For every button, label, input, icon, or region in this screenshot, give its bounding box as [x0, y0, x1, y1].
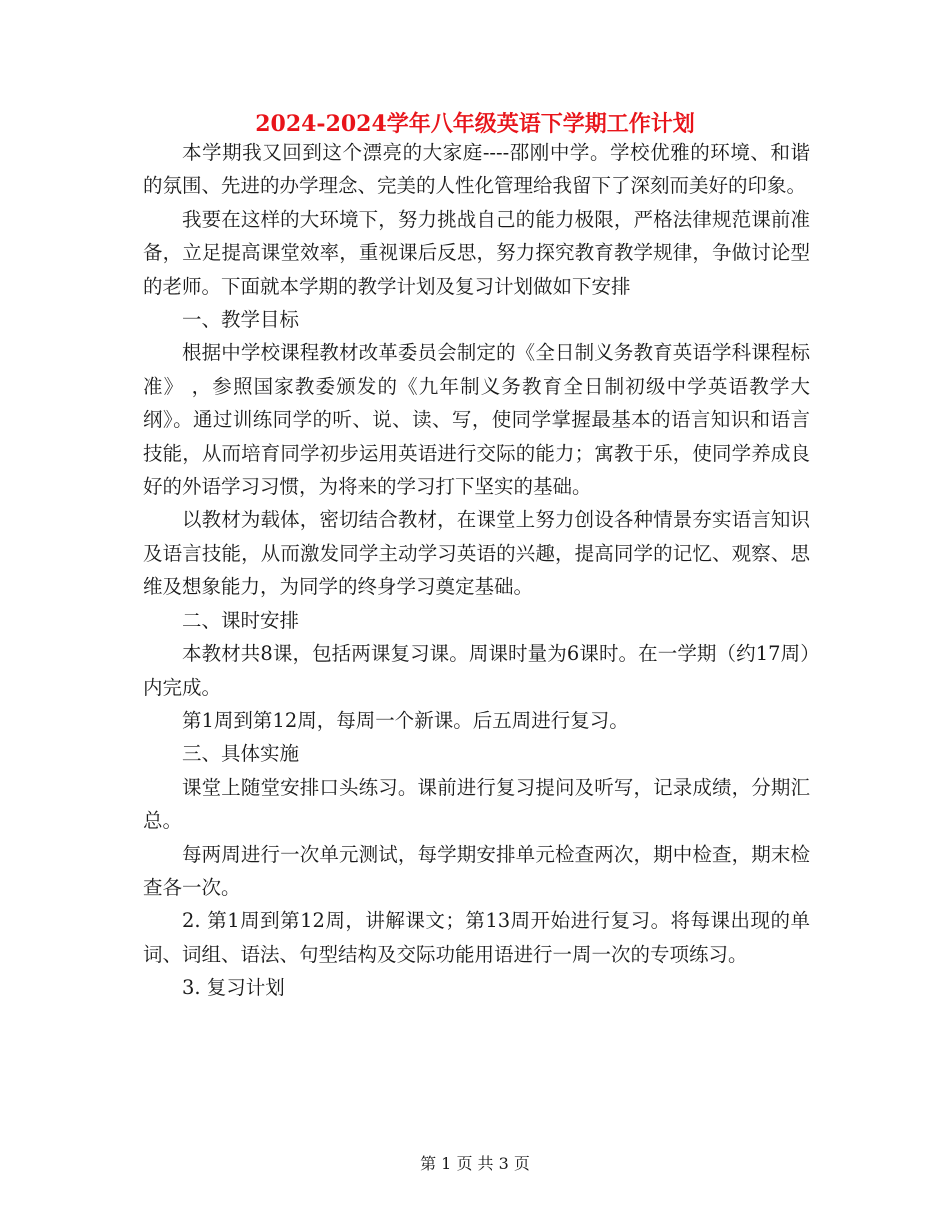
paragraph-classroom: 课堂上随堂安排口头练习。课前进行复习提问及听写，记录成绩，分期汇总。 — [143, 775, 810, 833]
document-title: 2024-2024学年八年级英语下学期工作计划 — [255, 111, 695, 137]
section-heading-schedule: 二、课时安排 — [182, 608, 300, 632]
paragraph-weeks: 第1周到第12周，每周一个新课。后五周进行复习。 — [182, 708, 629, 732]
page-indicator: 第 1 页 共 3 页 — [420, 1154, 530, 1173]
paragraph-textbook: 以教材为载体，密切结合教材，在课堂上努力创设各种情景夯实语言知识及语言技能，从而激发同学主动学习英语的兴趣，提高同学的记忆、观察、思维及想象能力，为同学的终身学习奠定基础。 — [143, 508, 810, 599]
paragraph-tests: 每两周进行一次单元测试，每学期安排单元检查两次，期中检查，期末检查各一次。 — [143, 842, 810, 899]
paragraph-item-2: 2. 第1周到第12周，讲解课文；第13周开始进行复习。将每课出现的单词、词组、语法、句型结构及交际功能用语进行一周一次的专项练习。 — [143, 909, 810, 966]
paragraph-item-3: 3. 复习计划 — [182, 976, 285, 1000]
paragraph-plan: 我要在这样的大环境下，努力挑战自己的能力极限，严格法律规范课前准备，立足提高课堂效率，重视课后反思，努力探究教育教学规律，争做讨论型的老师。下面就本学期的教学计划及复习计划做如下安排 — [143, 207, 810, 298]
document-body — [143, 136, 810, 1005]
paragraph-intro: 本学期我又回到这个漂亮的大家庭----邵刚中学。学校优雅的环境、和谐的氛围、先进的办学理念、完美的人性化管理给我留下了深刻而美好的印象。 — [143, 141, 810, 198]
section-heading-goals: 一、教学目标 — [182, 308, 300, 332]
section-heading-implementation: 三、具体实施 — [182, 742, 300, 766]
paragraph-schedule: 本教材共8课，包括两课复习课。周课时量为6课时。在一学期（约17周）内完成。 — [143, 642, 810, 699]
paragraph-goals: 根据中学校课程教材改革委员会制定的《全日制义务教育英语学科课程标准》 ，参照国家教委颁发的《九年制义务教育全日制初级中学英语教学大纲》。通过训练同学的听、说、读、写，使同学掌握最基本的语言知识和语言技能，从而培育同学初步运用英语进行交际的能力；寓教于乐，使同学养成良好的外语学习习惯，为将来的学习打下坚实的基础。 — [143, 341, 810, 499]
